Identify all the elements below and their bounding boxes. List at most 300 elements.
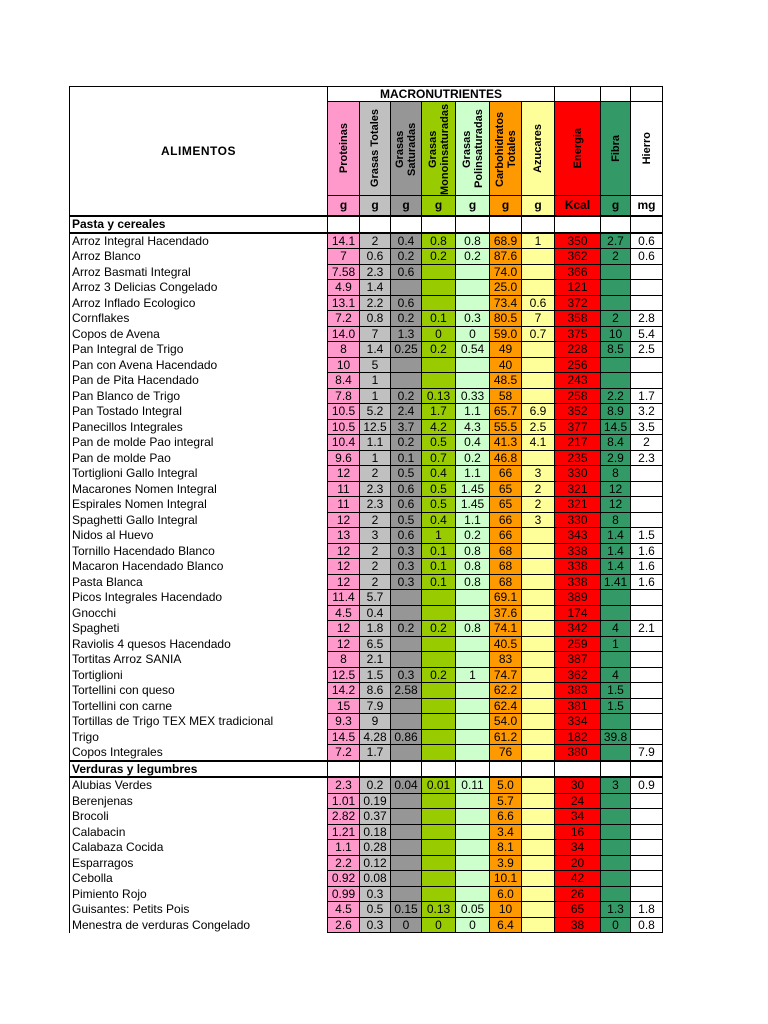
cell-azucares xyxy=(522,745,555,761)
cell-grasas-polinsaturadas: 0.8 xyxy=(456,559,490,575)
cell-grasas-totales: 1.1 xyxy=(360,435,391,451)
cell-proteinas: 12 xyxy=(328,574,360,590)
cell-grasas-monoinsaturadas xyxy=(422,605,456,621)
cell-hierro: 0.6 xyxy=(631,233,663,249)
cell-fibra xyxy=(601,745,631,761)
table-row xyxy=(70,605,663,621)
cell-grasas-totales: 1 xyxy=(360,450,391,466)
cell-grasas-monoinsaturadas: 0.5 xyxy=(422,435,456,451)
cell-grasas-totales: 0.3 xyxy=(360,886,391,902)
cell-hierro: 3.2 xyxy=(631,404,663,420)
food-name: Pasta Blanca xyxy=(70,574,328,590)
unit-azucares: g xyxy=(522,196,555,217)
cell-grasas-monoinsaturadas: 4.2 xyxy=(422,419,456,435)
cell-energia: 342 xyxy=(555,621,601,637)
cell-proteinas: 1.01 xyxy=(328,793,360,809)
cell-azucares xyxy=(522,636,555,652)
cell-azucares xyxy=(522,450,555,466)
cell-fibra: 14.5 xyxy=(601,419,631,435)
cell-proteinas: 1.21 xyxy=(328,824,360,840)
cell-carbohidratos-totales: 68 xyxy=(490,574,522,590)
cell-grasas-saturadas: 0.3 xyxy=(391,574,422,590)
cell-grasas-polinsaturadas: 0.33 xyxy=(456,388,490,404)
cell-grasas-totales: 0.19 xyxy=(360,793,391,809)
cell-fibra: 8.5 xyxy=(601,342,631,358)
table-row xyxy=(70,543,663,559)
food-name: Arroz Integral Hacendado xyxy=(70,233,328,249)
cell-grasas-totales: 1.4 xyxy=(360,342,391,358)
section-header xyxy=(70,761,663,778)
cell-grasas-saturadas: 1.3 xyxy=(391,326,422,342)
cell-fibra: 2 xyxy=(601,311,631,327)
cell-grasas-polinsaturadas xyxy=(456,683,490,699)
cell-energia: 174 xyxy=(555,605,601,621)
cell-grasas-totales: 1.8 xyxy=(360,621,391,637)
cell-grasas-polinsaturadas: 0.3 xyxy=(456,311,490,327)
column-label: Carbohidratos Totales xyxy=(493,110,518,187)
table-row xyxy=(70,466,663,482)
cell-proteinas: 11 xyxy=(328,497,360,513)
table-row xyxy=(70,840,663,856)
food-name: Pan de molde Pao xyxy=(70,450,328,466)
cell-proteinas: 7.8 xyxy=(328,388,360,404)
cell-azucares xyxy=(522,714,555,730)
cell-energia: 34 xyxy=(555,840,601,856)
cell-grasas-polinsaturadas: 0.2 xyxy=(456,249,490,265)
cell-grasas-totales: 0.12 xyxy=(360,855,391,871)
cell-azucares xyxy=(522,543,555,559)
cell-fibra xyxy=(601,295,631,311)
cell-hierro: 3.5 xyxy=(631,419,663,435)
cell-azucares xyxy=(522,886,555,902)
cell-hierro: 1.6 xyxy=(631,559,663,575)
table-row xyxy=(70,264,663,280)
cell-carbohidratos-totales: 74.1 xyxy=(490,621,522,637)
cell-proteinas: 2.82 xyxy=(328,809,360,825)
cell-azucares xyxy=(522,840,555,856)
food-name: Calabaza Cocida xyxy=(70,840,328,856)
cell-hierro xyxy=(631,373,663,389)
cell-hierro xyxy=(631,824,663,840)
cell-energia: 182 xyxy=(555,729,601,745)
cell-azucares xyxy=(522,652,555,668)
cell-grasas-totales: 2 xyxy=(360,559,391,575)
table-row xyxy=(70,326,663,342)
cell-carbohidratos-totales: 73.4 xyxy=(490,295,522,311)
cell-grasas-totales: 2 xyxy=(360,512,391,528)
cell-grasas-polinsaturadas xyxy=(456,636,490,652)
cell-proteinas: 8 xyxy=(328,652,360,668)
cell-grasas-monoinsaturadas: 0.1 xyxy=(422,559,456,575)
cell-grasas-polinsaturadas xyxy=(456,714,490,730)
nutrition-table xyxy=(69,86,663,933)
cell-carbohidratos-totales: 69.1 xyxy=(490,590,522,606)
cell-azucares: 4.1 xyxy=(522,435,555,451)
table-row xyxy=(70,902,663,918)
cell-proteinas: 12 xyxy=(328,512,360,528)
food-name: Tortitas Arroz SANIA xyxy=(70,652,328,668)
cell-carbohidratos-totales: 25.0 xyxy=(490,280,522,296)
cell-grasas-saturadas xyxy=(391,605,422,621)
column-header-grasas-totales xyxy=(360,102,391,196)
cell-grasas-polinsaturadas: 0.05 xyxy=(456,902,490,918)
cell-energia: 338 xyxy=(555,559,601,575)
cell-carbohidratos-totales: 76 xyxy=(490,745,522,761)
cell-grasas-saturadas xyxy=(391,745,422,761)
cell-grasas-polinsaturadas xyxy=(456,855,490,871)
cell-grasas-monoinsaturadas: 1.7 xyxy=(422,404,456,420)
cell-hierro: 2 xyxy=(631,435,663,451)
cell-grasas-saturadas: 0.3 xyxy=(391,667,422,683)
food-name: Picos Integrales Hacendado xyxy=(70,590,328,606)
section-header xyxy=(70,216,663,233)
column-header-carbohidratos-totales xyxy=(490,102,522,196)
cell-grasas-totales: 0.3 xyxy=(360,917,391,933)
cell-energia: 16 xyxy=(555,824,601,840)
cell-grasas-saturadas xyxy=(391,652,422,668)
cell-grasas-polinsaturadas xyxy=(456,745,490,761)
cell-fibra: 12 xyxy=(601,481,631,497)
unit-energia: Kcal xyxy=(555,196,601,217)
food-name: Pan con Avena Hacendado xyxy=(70,357,328,373)
cell-hierro xyxy=(631,667,663,683)
table-row xyxy=(70,729,663,745)
unit-grasas-totales: g xyxy=(360,196,391,217)
cell-azucares xyxy=(522,590,555,606)
food-name: Tortellini con queso xyxy=(70,683,328,699)
cell-fibra xyxy=(601,809,631,825)
cell-proteinas: 7 xyxy=(328,249,360,265)
cell-grasas-saturadas: 0.5 xyxy=(391,466,422,482)
cell-azucares xyxy=(522,621,555,637)
cell-carbohidratos-totales: 68.9 xyxy=(490,233,522,249)
cell-azucares: 0.7 xyxy=(522,326,555,342)
table-row xyxy=(70,574,663,590)
table-row xyxy=(70,450,663,466)
cell-energia: 362 xyxy=(555,249,601,265)
cell-grasas-polinsaturadas: 0.8 xyxy=(456,621,490,637)
cell-carbohidratos-totales: 62.2 xyxy=(490,683,522,699)
cell-grasas-totales: 0.4 xyxy=(360,605,391,621)
food-name: Guisantes: Petits Pois xyxy=(70,902,328,918)
cell-energia: 330 xyxy=(555,512,601,528)
cell-azucares: 3 xyxy=(522,512,555,528)
cell-grasas-monoinsaturadas xyxy=(422,590,456,606)
foods-title: ALIMENTOS xyxy=(70,87,328,217)
cell-fibra xyxy=(601,714,631,730)
food-name: Nidos al Huevo xyxy=(70,528,328,544)
cell-azucares xyxy=(522,824,555,840)
cell-grasas-monoinsaturadas xyxy=(422,683,456,699)
table-row xyxy=(70,809,663,825)
column-header-grasas-polinsaturadas xyxy=(456,102,490,196)
cell-grasas-totales: 2.3 xyxy=(360,264,391,280)
column-header-azucares xyxy=(522,102,555,196)
cell-grasas-polinsaturadas xyxy=(456,605,490,621)
cell-energia: 26 xyxy=(555,886,601,902)
cell-carbohidratos-totales: 66 xyxy=(490,528,522,544)
cell-carbohidratos-totales: 54.0 xyxy=(490,714,522,730)
column-label: Grasas Saturadas xyxy=(394,121,418,176)
cell-proteinas: 14.2 xyxy=(328,683,360,699)
table-row xyxy=(70,233,663,249)
cell-hierro xyxy=(631,280,663,296)
cell-hierro xyxy=(631,590,663,606)
cell-grasas-totales: 1.7 xyxy=(360,745,391,761)
cell-azucares xyxy=(522,855,555,871)
cell-grasas-monoinsaturadas: 0.8 xyxy=(422,233,456,249)
cell-energia: 350 xyxy=(555,233,601,249)
cell-carbohidratos-totales: 58 xyxy=(490,388,522,404)
cell-grasas-polinsaturadas: 0 xyxy=(456,326,490,342)
cell-proteinas: 11.4 xyxy=(328,590,360,606)
cell-carbohidratos-totales: 65 xyxy=(490,481,522,497)
cell-energia: 235 xyxy=(555,450,601,466)
cell-grasas-totales: 2 xyxy=(360,466,391,482)
unit-proteinas: g xyxy=(328,196,360,217)
cell-carbohidratos-totales: 55.5 xyxy=(490,419,522,435)
cell-grasas-saturadas xyxy=(391,793,422,809)
cell-grasas-monoinsaturadas: 0.2 xyxy=(422,249,456,265)
cell-hierro xyxy=(631,871,663,887)
cell-grasas-saturadas: 0.2 xyxy=(391,249,422,265)
cell-hierro: 0.9 xyxy=(631,777,663,793)
cell-proteinas: 7.58 xyxy=(328,264,360,280)
cell-hierro: 5.4 xyxy=(631,326,663,342)
cell-fibra xyxy=(601,652,631,668)
food-name: Pan Tostado Integral xyxy=(70,404,328,420)
table-row xyxy=(70,497,663,513)
cell-grasas-monoinsaturadas: 0 xyxy=(422,917,456,933)
cell-azucares xyxy=(522,342,555,358)
table-row xyxy=(70,855,663,871)
cell-grasas-totales: 0.08 xyxy=(360,871,391,887)
cell-grasas-totales: 1.5 xyxy=(360,667,391,683)
cell-grasas-totales: 9 xyxy=(360,714,391,730)
food-name: Brocoli xyxy=(70,809,328,825)
food-name: Tortillas de Trigo TEX MEX tradicional xyxy=(70,714,328,730)
cell-carbohidratos-totales: 61.2 xyxy=(490,729,522,745)
cell-carbohidratos-totales: 10 xyxy=(490,902,522,918)
cell-grasas-monoinsaturadas xyxy=(422,840,456,856)
cell-energia: 256 xyxy=(555,357,601,373)
cell-carbohidratos-totales: 48.5 xyxy=(490,373,522,389)
table-row xyxy=(70,917,663,933)
cell-grasas-totales: 2.3 xyxy=(360,481,391,497)
cell-hierro: 1.5 xyxy=(631,528,663,544)
cell-grasas-saturadas: 2.58 xyxy=(391,683,422,699)
cell-grasas-monoinsaturadas: 0.5 xyxy=(422,481,456,497)
cell-grasas-totales: 5.2 xyxy=(360,404,391,420)
cell-fibra: 4 xyxy=(601,621,631,637)
cell-carbohidratos-totales: 46.8 xyxy=(490,450,522,466)
cell-grasas-monoinsaturadas: 0.2 xyxy=(422,667,456,683)
cell-energia: 121 xyxy=(555,280,601,296)
cell-grasas-polinsaturadas: 1.45 xyxy=(456,481,490,497)
cell-grasas-polinsaturadas xyxy=(456,373,490,389)
cell-grasas-saturadas: 0.1 xyxy=(391,450,422,466)
cell-grasas-totales: 0.28 xyxy=(360,840,391,856)
cell-proteinas: 9.6 xyxy=(328,450,360,466)
cell-grasas-saturadas xyxy=(391,636,422,652)
cell-proteinas: 7.2 xyxy=(328,745,360,761)
cell-azucares xyxy=(522,917,555,933)
cell-grasas-saturadas: 3.7 xyxy=(391,419,422,435)
cell-carbohidratos-totales: 87.6 xyxy=(490,249,522,265)
cell-hierro xyxy=(631,264,663,280)
cell-grasas-polinsaturadas xyxy=(456,357,490,373)
cell-energia: 330 xyxy=(555,466,601,482)
cell-fibra xyxy=(601,280,631,296)
cell-proteinas: 14.1 xyxy=(328,233,360,249)
cell-hierro: 7.9 xyxy=(631,745,663,761)
cell-fibra xyxy=(601,871,631,887)
food-name: Arroz Basmati Integral xyxy=(70,264,328,280)
cell-fibra: 1.41 xyxy=(601,574,631,590)
cell-proteinas: 4.9 xyxy=(328,280,360,296)
cell-proteinas: 2.2 xyxy=(328,855,360,871)
cell-fibra: 0 xyxy=(601,917,631,933)
table-row xyxy=(70,824,663,840)
cell-fibra xyxy=(601,605,631,621)
cell-energia: 383 xyxy=(555,683,601,699)
table-row xyxy=(70,745,663,761)
macronutrients-title: MACRONUTRIENTES xyxy=(328,87,555,102)
table-row xyxy=(70,698,663,714)
food-name: Alubias Verdes xyxy=(70,777,328,793)
cell-grasas-polinsaturadas xyxy=(456,793,490,809)
cell-grasas-saturadas xyxy=(391,357,422,373)
cell-azucares xyxy=(522,605,555,621)
cell-grasas-polinsaturadas: 1.1 xyxy=(456,512,490,528)
cell-energia: 366 xyxy=(555,264,601,280)
cell-grasas-saturadas: 0.2 xyxy=(391,621,422,637)
cell-azucares: 6.9 xyxy=(522,404,555,420)
cell-carbohidratos-totales: 65 xyxy=(490,497,522,513)
cell-grasas-totales: 0.37 xyxy=(360,809,391,825)
cell-grasas-monoinsaturadas: 0.01 xyxy=(422,777,456,793)
cell-fibra: 1.5 xyxy=(601,683,631,699)
cell-carbohidratos-totales: 8.1 xyxy=(490,840,522,856)
column-label: Grasas Totales xyxy=(369,109,381,188)
cell-hierro xyxy=(631,636,663,652)
column-header-energia xyxy=(555,102,601,196)
cell-grasas-polinsaturadas: 0.8 xyxy=(456,543,490,559)
cell-grasas-polinsaturadas xyxy=(456,280,490,296)
cell-energia: 338 xyxy=(555,543,601,559)
cell-carbohidratos-totales: 6.6 xyxy=(490,809,522,825)
cell-grasas-monoinsaturadas xyxy=(422,855,456,871)
cell-energia: 343 xyxy=(555,528,601,544)
cell-energia: 358 xyxy=(555,311,601,327)
cell-grasas-polinsaturadas xyxy=(456,809,490,825)
cell-hierro xyxy=(631,714,663,730)
cell-grasas-totales: 8.6 xyxy=(360,683,391,699)
cell-grasas-polinsaturadas xyxy=(456,698,490,714)
cell-fibra: 2.2 xyxy=(601,388,631,404)
table-row xyxy=(70,777,663,793)
cell-fibra: 8 xyxy=(601,466,631,482)
cell-grasas-monoinsaturadas: 1 xyxy=(422,528,456,544)
cell-hierro xyxy=(631,793,663,809)
cell-energia: 352 xyxy=(555,404,601,420)
cell-hierro xyxy=(631,295,663,311)
cell-grasas-monoinsaturadas: 0.7 xyxy=(422,450,456,466)
cell-grasas-monoinsaturadas: 0.2 xyxy=(422,342,456,358)
cell-proteinas: 10 xyxy=(328,357,360,373)
cell-energia: 65 xyxy=(555,902,601,918)
cell-grasas-polinsaturadas xyxy=(456,886,490,902)
cell-energia: 375 xyxy=(555,326,601,342)
cell-grasas-totales: 7.9 xyxy=(360,698,391,714)
cell-proteinas: 10.5 xyxy=(328,419,360,435)
cell-hierro xyxy=(631,497,663,513)
cell-hierro xyxy=(631,357,663,373)
cell-grasas-polinsaturadas: 0 xyxy=(456,917,490,933)
food-name: Tortiglioni xyxy=(70,667,328,683)
food-name: Gnocchi xyxy=(70,605,328,621)
table-row xyxy=(70,373,663,389)
table-row xyxy=(70,280,663,296)
cell-grasas-monoinsaturadas: 0.1 xyxy=(422,543,456,559)
cell-azucares xyxy=(522,809,555,825)
cell-grasas-totales: 0.2 xyxy=(360,777,391,793)
cell-grasas-monoinsaturadas: 0.1 xyxy=(422,574,456,590)
cell-grasas-totales: 2.1 xyxy=(360,652,391,668)
cell-grasas-totales: 5.7 xyxy=(360,590,391,606)
cell-grasas-totales: 3 xyxy=(360,528,391,544)
table-row xyxy=(70,559,663,575)
cell-azucares xyxy=(522,249,555,265)
food-name: Menestra de verduras Congelado xyxy=(70,917,328,933)
cell-grasas-monoinsaturadas xyxy=(422,886,456,902)
cell-carbohidratos-totales: 40.5 xyxy=(490,636,522,652)
food-name: Trigo xyxy=(70,729,328,745)
cell-proteinas: 12 xyxy=(328,559,360,575)
cell-proteinas: 0.92 xyxy=(328,871,360,887)
cell-hierro xyxy=(631,729,663,745)
cell-azucares xyxy=(522,683,555,699)
food-name: Panecillos Integrales xyxy=(70,419,328,435)
cell-azucares xyxy=(522,280,555,296)
cell-fibra xyxy=(601,590,631,606)
food-name: Spaghetti Gallo Integral xyxy=(70,512,328,528)
cell-energia: 228 xyxy=(555,342,601,358)
food-name: Spagheti xyxy=(70,621,328,637)
cell-grasas-saturadas xyxy=(391,590,422,606)
cell-azucares: 2 xyxy=(522,497,555,513)
cell-grasas-monoinsaturadas xyxy=(422,745,456,761)
cell-azucares xyxy=(522,574,555,590)
cell-fibra: 2.9 xyxy=(601,450,631,466)
cell-fibra: 2 xyxy=(601,249,631,265)
cell-carbohidratos-totales: 3.4 xyxy=(490,824,522,840)
cell-grasas-saturadas: 2.4 xyxy=(391,404,422,420)
cell-proteinas: 2.3 xyxy=(328,777,360,793)
cell-fibra: 1.4 xyxy=(601,528,631,544)
cell-energia: 30 xyxy=(555,777,601,793)
cell-grasas-saturadas xyxy=(391,824,422,840)
cell-grasas-monoinsaturadas: 0.4 xyxy=(422,466,456,482)
food-name: Copos Integrales xyxy=(70,745,328,761)
cell-hierro xyxy=(631,855,663,871)
cell-fibra xyxy=(601,373,631,389)
cell-carbohidratos-totales: 65.7 xyxy=(490,404,522,420)
cell-proteinas: 10.5 xyxy=(328,404,360,420)
cell-grasas-polinsaturadas: 0.2 xyxy=(456,450,490,466)
cell-fibra: 4 xyxy=(601,667,631,683)
unit-grasas-saturadas: g xyxy=(391,196,422,217)
